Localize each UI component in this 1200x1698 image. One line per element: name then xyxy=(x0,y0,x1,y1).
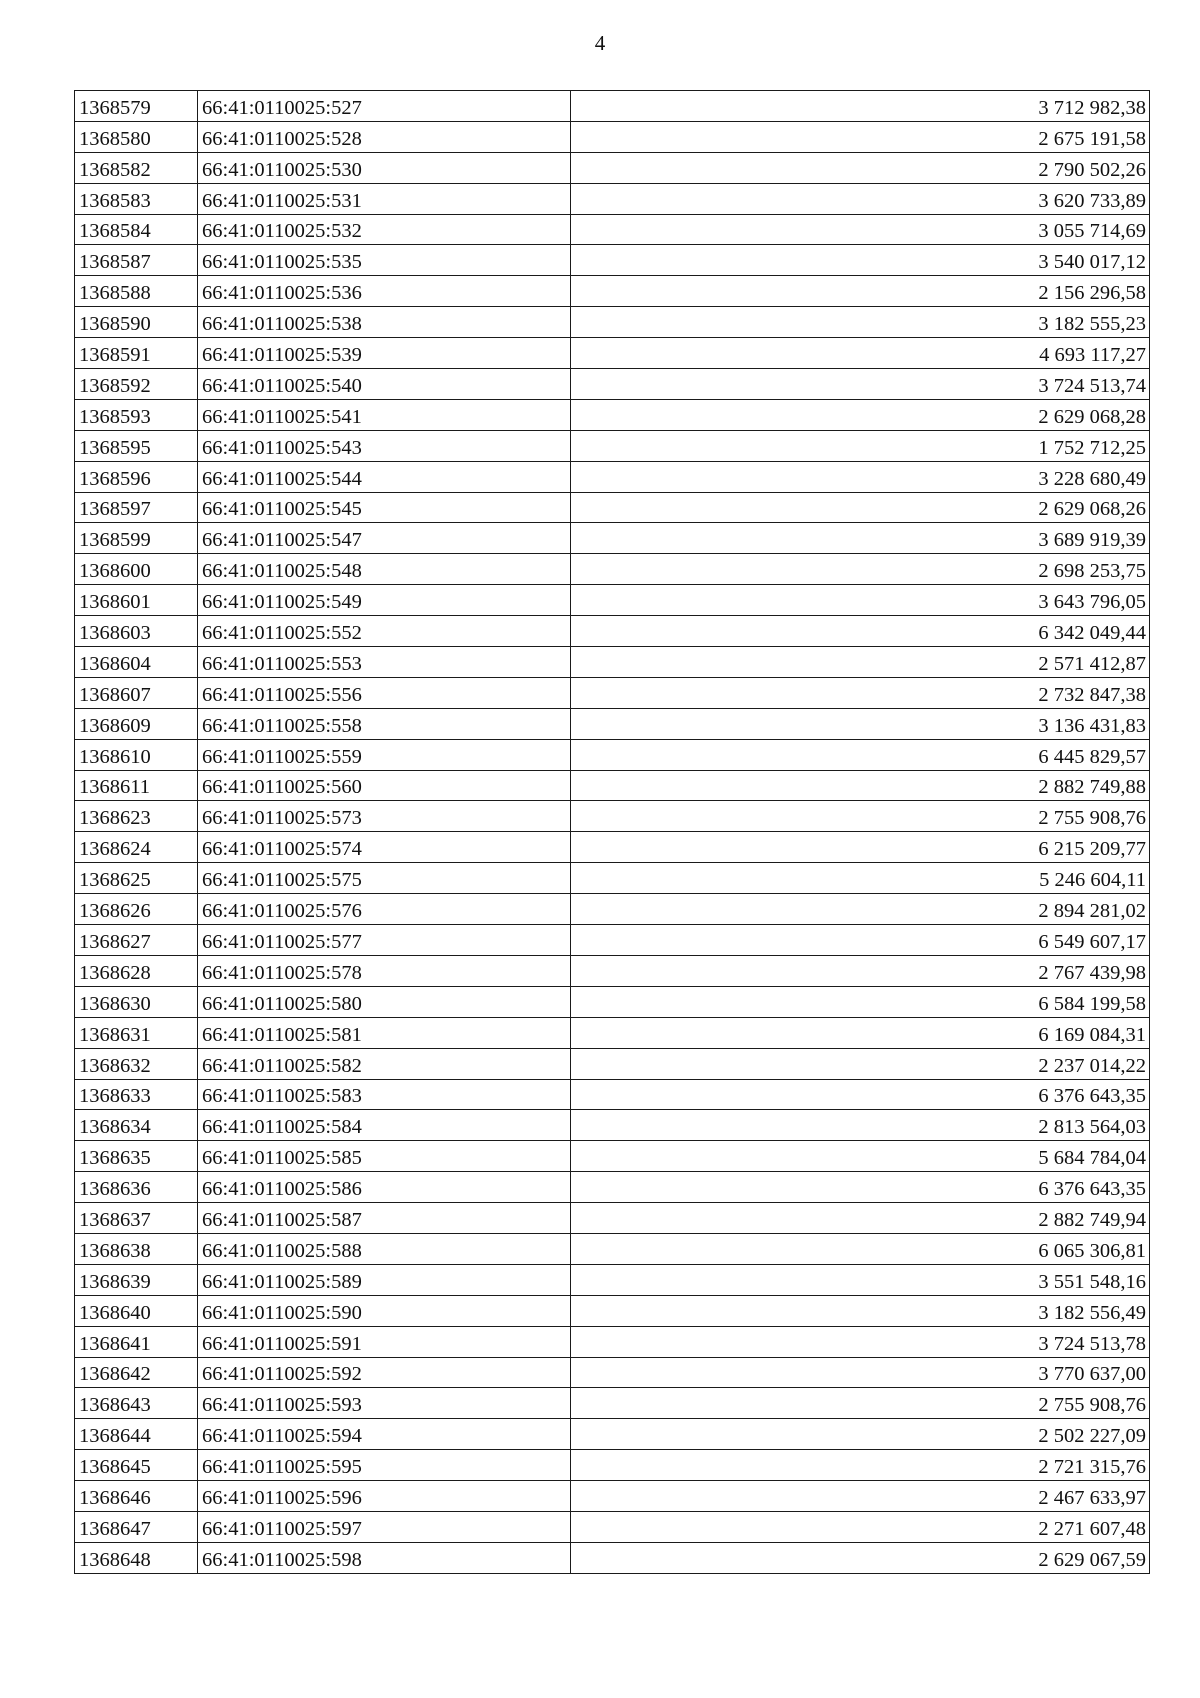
table-row xyxy=(75,739,1165,770)
table-row xyxy=(75,955,1165,986)
cadastral-value-cell: 4 693 117,27 xyxy=(571,338,1150,369)
cadastral-value-cell: 2 698 253,75 xyxy=(571,554,1150,585)
row-spacer xyxy=(1150,399,1165,430)
cadastral-value-cell: 2 767 439,98 xyxy=(571,955,1150,986)
cadastral-number-cell: 66:41:0110025:540 xyxy=(198,369,571,400)
table-row xyxy=(75,91,1165,122)
row-id-cell: 1368635 xyxy=(75,1141,198,1172)
cadastral-value-cell: 3 689 919,39 xyxy=(571,523,1150,554)
cadastral-number-cell: 66:41:0110025:581 xyxy=(198,1017,571,1048)
cadastral-value-cell: 2 629 067,59 xyxy=(571,1542,1150,1573)
row-id-cell: 1368590 xyxy=(75,307,198,338)
row-id-cell: 1368646 xyxy=(75,1481,198,1512)
cadastral-value-cell: 3 228 680,49 xyxy=(571,461,1150,492)
row-spacer xyxy=(1150,677,1165,708)
row-spacer xyxy=(1150,121,1165,152)
cadastral-number-cell: 66:41:0110025:549 xyxy=(198,585,571,616)
row-id-cell: 1368609 xyxy=(75,708,198,739)
table-row xyxy=(75,1110,1165,1141)
row-id-cell: 1368638 xyxy=(75,1233,198,1264)
row-spacer xyxy=(1150,1388,1165,1419)
cadastral-value-cell: 5 684 784,04 xyxy=(571,1141,1150,1172)
row-spacer xyxy=(1150,1419,1165,1450)
cadastral-value-cell: 6 376 643,35 xyxy=(571,1079,1150,1110)
table-row xyxy=(75,801,1165,832)
row-id-cell: 1368583 xyxy=(75,183,198,214)
row-spacer xyxy=(1150,863,1165,894)
table-row xyxy=(75,152,1165,183)
row-id-cell: 1368643 xyxy=(75,1388,198,1419)
cadastral-number-cell: 66:41:0110025:585 xyxy=(198,1141,571,1172)
table-row xyxy=(75,1172,1165,1203)
row-spacer xyxy=(1150,1542,1165,1573)
row-spacer xyxy=(1150,801,1165,832)
table-row xyxy=(75,1233,1165,1264)
cadastral-number-cell: 66:41:0110025:574 xyxy=(198,832,571,863)
row-spacer xyxy=(1150,276,1165,307)
row-spacer xyxy=(1150,1141,1165,1172)
cadastral-number-cell: 66:41:0110025:575 xyxy=(198,863,571,894)
cadastral-number-cell: 66:41:0110025:553 xyxy=(198,647,571,678)
cadastral-number-cell: 66:41:0110025:532 xyxy=(198,214,571,245)
row-id-cell: 1368580 xyxy=(75,121,198,152)
cadastral-value-cell: 2 732 847,38 xyxy=(571,677,1150,708)
cadastral-number-cell: 66:41:0110025:548 xyxy=(198,554,571,585)
cadastral-number-cell: 66:41:0110025:531 xyxy=(198,183,571,214)
table-row xyxy=(75,121,1165,152)
table-row xyxy=(75,1141,1165,1172)
table-row xyxy=(75,1511,1165,1542)
table-row xyxy=(75,1048,1165,1079)
table-row xyxy=(75,585,1165,616)
row-spacer xyxy=(1150,616,1165,647)
row-id-cell: 1368640 xyxy=(75,1295,198,1326)
cadastral-number-cell: 66:41:0110025:573 xyxy=(198,801,571,832)
cadastral-value-cell: 2 755 908,76 xyxy=(571,801,1150,832)
row-id-cell: 1368599 xyxy=(75,523,198,554)
cadastral-value-cell: 3 770 637,00 xyxy=(571,1357,1150,1388)
row-id-cell: 1368595 xyxy=(75,430,198,461)
cadastral-value-cell: 2 156 296,58 xyxy=(571,276,1150,307)
row-spacer xyxy=(1150,369,1165,400)
row-spacer xyxy=(1150,492,1165,523)
property-table-container xyxy=(74,90,1164,1574)
cadastral-number-cell: 66:41:0110025:558 xyxy=(198,708,571,739)
cadastral-value-cell: 3 643 796,05 xyxy=(571,585,1150,616)
row-id-cell: 1368627 xyxy=(75,925,198,956)
cadastral-value-cell: 2 629 068,28 xyxy=(571,399,1150,430)
row-id-cell: 1368600 xyxy=(75,554,198,585)
row-spacer xyxy=(1150,708,1165,739)
table-row xyxy=(75,1388,1165,1419)
cadastral-value-cell: 1 752 712,25 xyxy=(571,430,1150,461)
cadastral-number-cell: 66:41:0110025:545 xyxy=(198,492,571,523)
cadastral-number-cell: 66:41:0110025:535 xyxy=(198,245,571,276)
row-spacer xyxy=(1150,1481,1165,1512)
cadastral-number-cell: 66:41:0110025:536 xyxy=(198,276,571,307)
cadastral-number-cell: 66:41:0110025:588 xyxy=(198,1233,571,1264)
cadastral-number-cell: 66:41:0110025:592 xyxy=(198,1357,571,1388)
cadastral-value-cell: 2 813 564,03 xyxy=(571,1110,1150,1141)
cadastral-value-cell: 6 584 199,58 xyxy=(571,986,1150,1017)
row-spacer xyxy=(1150,152,1165,183)
cadastral-value-cell: 2 629 068,26 xyxy=(571,492,1150,523)
cadastral-number-cell: 66:41:0110025:547 xyxy=(198,523,571,554)
table-row xyxy=(75,214,1165,245)
cadastral-value-cell: 3 551 548,16 xyxy=(571,1264,1150,1295)
cadastral-number-cell: 66:41:0110025:544 xyxy=(198,461,571,492)
cadastral-number-cell: 66:41:0110025:595 xyxy=(198,1450,571,1481)
cadastral-value-cell: 3 182 555,23 xyxy=(571,307,1150,338)
table-row xyxy=(75,276,1165,307)
cadastral-value-cell: 2 755 908,76 xyxy=(571,1388,1150,1419)
table-row xyxy=(75,925,1165,956)
table-row xyxy=(75,894,1165,925)
cadastral-number-cell: 66:41:0110025:591 xyxy=(198,1326,571,1357)
cadastral-number-cell: 66:41:0110025:539 xyxy=(198,338,571,369)
cadastral-number-cell: 66:41:0110025:593 xyxy=(198,1388,571,1419)
row-spacer xyxy=(1150,739,1165,770)
table-row xyxy=(75,1326,1165,1357)
row-id-cell: 1368639 xyxy=(75,1264,198,1295)
row-id-cell: 1368582 xyxy=(75,152,198,183)
property-table xyxy=(74,90,1165,1574)
table-row xyxy=(75,1264,1165,1295)
row-spacer xyxy=(1150,183,1165,214)
table-row xyxy=(75,770,1165,801)
cadastral-number-cell: 66:41:0110025:527 xyxy=(198,91,571,122)
cadastral-value-cell: 2 571 412,87 xyxy=(571,647,1150,678)
row-spacer xyxy=(1150,214,1165,245)
table-row xyxy=(75,245,1165,276)
row-spacer xyxy=(1150,1295,1165,1326)
row-spacer xyxy=(1150,1326,1165,1357)
cadastral-number-cell: 66:41:0110025:582 xyxy=(198,1048,571,1079)
row-id-cell: 1368648 xyxy=(75,1542,198,1573)
row-spacer xyxy=(1150,1079,1165,1110)
row-id-cell: 1368647 xyxy=(75,1511,198,1542)
row-spacer xyxy=(1150,955,1165,986)
cadastral-number-cell: 66:41:0110025:559 xyxy=(198,739,571,770)
cadastral-number-cell: 66:41:0110025:583 xyxy=(198,1079,571,1110)
cadastral-value-cell: 2 675 191,58 xyxy=(571,121,1150,152)
cadastral-value-cell: 3 055 714,69 xyxy=(571,214,1150,245)
cadastral-number-cell: 66:41:0110025:528 xyxy=(198,121,571,152)
row-id-cell: 1368623 xyxy=(75,801,198,832)
table-row xyxy=(75,1450,1165,1481)
cadastral-number-cell: 66:41:0110025:578 xyxy=(198,955,571,986)
row-spacer xyxy=(1150,91,1165,122)
row-id-cell: 1368607 xyxy=(75,677,198,708)
cadastral-value-cell: 2 894 281,02 xyxy=(571,894,1150,925)
cadastral-value-cell: 6 549 607,17 xyxy=(571,925,1150,956)
cadastral-value-cell: 2 237 014,22 xyxy=(571,1048,1150,1079)
row-id-cell: 1368644 xyxy=(75,1419,198,1450)
row-id-cell: 1368591 xyxy=(75,338,198,369)
row-id-cell: 1368626 xyxy=(75,894,198,925)
row-id-cell: 1368603 xyxy=(75,616,198,647)
cadastral-value-cell: 5 246 604,11 xyxy=(571,863,1150,894)
table-row xyxy=(75,492,1165,523)
table-row xyxy=(75,708,1165,739)
cadastral-number-cell: 66:41:0110025:577 xyxy=(198,925,571,956)
table-row xyxy=(75,1203,1165,1234)
cadastral-number-cell: 66:41:0110025:538 xyxy=(198,307,571,338)
row-spacer xyxy=(1150,894,1165,925)
row-id-cell: 1368645 xyxy=(75,1450,198,1481)
row-id-cell: 1368634 xyxy=(75,1110,198,1141)
row-spacer xyxy=(1150,585,1165,616)
row-id-cell: 1368628 xyxy=(75,955,198,986)
cadastral-number-cell: 66:41:0110025:586 xyxy=(198,1172,571,1203)
row-spacer xyxy=(1150,554,1165,585)
page-number: 4 xyxy=(594,31,606,55)
cadastral-value-cell: 6 215 209,77 xyxy=(571,832,1150,863)
table-row xyxy=(75,369,1165,400)
cadastral-value-cell: 3 712 982,38 xyxy=(571,91,1150,122)
row-id-cell: 1368597 xyxy=(75,492,198,523)
row-spacer xyxy=(1150,1017,1165,1048)
cadastral-number-cell: 66:41:0110025:598 xyxy=(198,1542,571,1573)
cadastral-value-cell: 3 724 513,74 xyxy=(571,369,1150,400)
cadastral-number-cell: 66:41:0110025:589 xyxy=(198,1264,571,1295)
table-row xyxy=(75,307,1165,338)
row-id-cell: 1368593 xyxy=(75,399,198,430)
row-spacer xyxy=(1150,307,1165,338)
table-row xyxy=(75,183,1165,214)
row-id-cell: 1368604 xyxy=(75,647,198,678)
cadastral-number-cell: 66:41:0110025:594 xyxy=(198,1419,571,1450)
row-id-cell: 1368579 xyxy=(75,91,198,122)
row-id-cell: 1368587 xyxy=(75,245,198,276)
row-spacer xyxy=(1150,1511,1165,1542)
cadastral-number-cell: 66:41:0110025:541 xyxy=(198,399,571,430)
row-spacer xyxy=(1150,338,1165,369)
cadastral-number-cell: 66:41:0110025:580 xyxy=(198,986,571,1017)
table-row xyxy=(75,1419,1165,1450)
row-spacer xyxy=(1150,1357,1165,1388)
row-id-cell: 1368641 xyxy=(75,1326,198,1357)
table-row xyxy=(75,1017,1165,1048)
row-spacer xyxy=(1150,245,1165,276)
table-row xyxy=(75,554,1165,585)
cadastral-number-cell: 66:41:0110025:584 xyxy=(198,1110,571,1141)
cadastral-value-cell: 2 271 607,48 xyxy=(571,1511,1150,1542)
row-spacer xyxy=(1150,1203,1165,1234)
row-id-cell: 1368601 xyxy=(75,585,198,616)
row-id-cell: 1368642 xyxy=(75,1357,198,1388)
row-id-cell: 1368611 xyxy=(75,770,198,801)
table-row xyxy=(75,647,1165,678)
table-body xyxy=(75,91,1165,1574)
row-spacer xyxy=(1150,1264,1165,1295)
row-spacer xyxy=(1150,1048,1165,1079)
row-id-cell: 1368637 xyxy=(75,1203,198,1234)
row-id-cell: 1368630 xyxy=(75,986,198,1017)
table-row xyxy=(75,986,1165,1017)
cadastral-value-cell: 3 540 017,12 xyxy=(571,245,1150,276)
cadastral-value-cell: 6 065 306,81 xyxy=(571,1233,1150,1264)
row-spacer xyxy=(1150,647,1165,678)
cadastral-value-cell: 2 502 227,09 xyxy=(571,1419,1150,1450)
table-row xyxy=(75,1295,1165,1326)
row-id-cell: 1368624 xyxy=(75,832,198,863)
cadastral-value-cell: 2 882 749,88 xyxy=(571,770,1150,801)
row-id-cell: 1368588 xyxy=(75,276,198,307)
cadastral-value-cell: 2 467 633,97 xyxy=(571,1481,1150,1512)
row-spacer xyxy=(1150,1450,1165,1481)
table-row xyxy=(75,461,1165,492)
row-spacer xyxy=(1150,770,1165,801)
table-row xyxy=(75,1079,1165,1110)
row-id-cell: 1368596 xyxy=(75,461,198,492)
row-spacer xyxy=(1150,1233,1165,1264)
table-row xyxy=(75,1357,1165,1388)
cadastral-value-cell: 6 169 084,31 xyxy=(571,1017,1150,1048)
row-id-cell: 1368631 xyxy=(75,1017,198,1048)
row-id-cell: 1368636 xyxy=(75,1172,198,1203)
cadastral-value-cell: 2 882 749,94 xyxy=(571,1203,1150,1234)
cadastral-value-cell: 3 136 431,83 xyxy=(571,708,1150,739)
cadastral-number-cell: 66:41:0110025:590 xyxy=(198,1295,571,1326)
cadastral-value-cell: 2 721 315,76 xyxy=(571,1450,1150,1481)
table-row xyxy=(75,616,1165,647)
table-row xyxy=(75,430,1165,461)
cadastral-number-cell: 66:41:0110025:560 xyxy=(198,770,571,801)
cadastral-value-cell: 3 182 556,49 xyxy=(571,1295,1150,1326)
table-row xyxy=(75,863,1165,894)
row-id-cell: 1368625 xyxy=(75,863,198,894)
row-spacer xyxy=(1150,461,1165,492)
row-spacer xyxy=(1150,925,1165,956)
table-row xyxy=(75,399,1165,430)
row-spacer xyxy=(1150,986,1165,1017)
row-spacer xyxy=(1150,832,1165,863)
row-spacer xyxy=(1150,1110,1165,1141)
cadastral-number-cell: 66:41:0110025:530 xyxy=(198,152,571,183)
cadastral-value-cell: 2 790 502,26 xyxy=(571,152,1150,183)
cadastral-value-cell: 6 445 829,57 xyxy=(571,739,1150,770)
row-spacer xyxy=(1150,1172,1165,1203)
row-id-cell: 1368592 xyxy=(75,369,198,400)
row-id-cell: 1368610 xyxy=(75,739,198,770)
cadastral-number-cell: 66:41:0110025:543 xyxy=(198,430,571,461)
cadastral-number-cell: 66:41:0110025:556 xyxy=(198,677,571,708)
table-row xyxy=(75,677,1165,708)
table-row xyxy=(75,1481,1165,1512)
table-row xyxy=(75,832,1165,863)
cadastral-number-cell: 66:41:0110025:576 xyxy=(198,894,571,925)
row-id-cell: 1368633 xyxy=(75,1079,198,1110)
cadastral-value-cell: 3 724 513,78 xyxy=(571,1326,1150,1357)
cadastral-value-cell: 6 342 049,44 xyxy=(571,616,1150,647)
cadastral-value-cell: 6 376 643,35 xyxy=(571,1172,1150,1203)
cadastral-number-cell: 66:41:0110025:597 xyxy=(198,1511,571,1542)
table-row xyxy=(75,523,1165,554)
row-id-cell: 1368584 xyxy=(75,214,198,245)
cadastral-number-cell: 66:41:0110025:552 xyxy=(198,616,571,647)
cadastral-value-cell: 3 620 733,89 xyxy=(571,183,1150,214)
table-row xyxy=(75,1542,1165,1573)
cadastral-number-cell: 66:41:0110025:596 xyxy=(198,1481,571,1512)
row-id-cell: 1368632 xyxy=(75,1048,198,1079)
row-spacer xyxy=(1150,430,1165,461)
cadastral-number-cell: 66:41:0110025:587 xyxy=(198,1203,571,1234)
table-row xyxy=(75,338,1165,369)
row-spacer xyxy=(1150,523,1165,554)
